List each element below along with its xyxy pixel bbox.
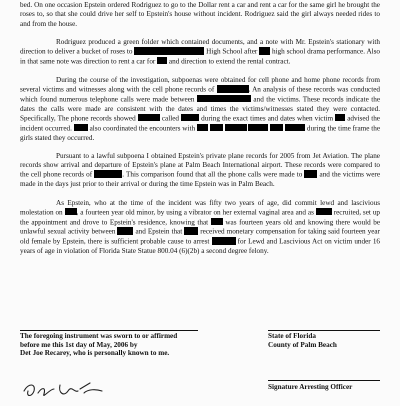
paragraph-1 [20, 0, 380, 29]
redaction-block [212, 237, 236, 245]
redaction-block [335, 114, 345, 122]
county-label: County of Palm Beach [268, 340, 337, 349]
p5-text-a: As Epstein, who at the time of the incident was fifty two years of age, did commit lewd and lascivious molestation on [20, 198, 380, 217]
officer-label: Signature Arresting Officer [268, 383, 353, 391]
redaction-block [117, 227, 133, 235]
p3-text-c: and the victims. These records indicate the dates the calls were made are consistent with the dates and times the victims/witnesses stated they were contacted. Specifically, The phone records showed [20, 95, 381, 123]
oath-line-1: The foregoing instrument was sworn to or affirmed [20, 332, 178, 340]
paragraph-5 [20, 199, 380, 257]
p3-text-f: advised the incident occurred. [20, 114, 380, 133]
state-label: State of Florida [268, 332, 316, 340]
redaction-block [157, 57, 167, 65]
jurisdiction-block [268, 332, 388, 349]
redaction-block [304, 170, 317, 178]
p3-text-a: During the course of the investigation, subpoenas were obtained for cell phone and home phone records from several victims and witnesses along with the cell phone records of [20, 75, 380, 94]
notary-signature [20, 379, 110, 406]
paragraph-3 [20, 76, 380, 143]
redaction-block [181, 114, 199, 122]
p5-text-g: for Lewd and Lascivious Act on victim under 16 years of age in violation of Florida State Statue 800.04 (6)(2b) a second degree felony. [20, 237, 381, 256]
officer-signature-rule [268, 380, 380, 381]
redaction-block [270, 124, 283, 132]
redaction-block [65, 208, 77, 216]
p3-text-g: also coordinated the encounters with [89, 124, 196, 133]
paragraph-4 [20, 152, 380, 190]
oath-line-3: Det Joe Recarey, who is personally known to me. [20, 349, 170, 358]
redaction-block [197, 95, 251, 103]
p3-text-h: during the time frame the girls stated they occurred. [20, 124, 381, 142]
p5-text-d: was fourteen years old and knowing there would be unlawful sexual activity between [20, 218, 381, 236]
redaction-block [316, 208, 332, 216]
redaction-block [94, 170, 122, 178]
p5-text-b: , a fourteen year old minor, by using a vibrator on her external vaginal area and as [76, 208, 314, 217]
p3-text-d: called [161, 114, 179, 123]
paragraph-2 [20, 38, 380, 67]
redaction-block [225, 124, 247, 132]
redaction-block [285, 124, 305, 132]
redaction-block [217, 85, 249, 93]
p2-text-b: High School after [206, 47, 258, 56]
redaction-block [74, 124, 88, 132]
paragraph-1-text: bed. On one occasion Epstein ordered Rodriguez to go to the Dollar rent a car and rent a car for the same girl he brought the roses to, so that she could drive her self to Epstein's house without incident. Rodriguez said the girl always needed rides to and from the house. [20, 1, 380, 28]
p3-text-b: . An analysis of these records was conducted which found numerous telephone calls were made between [20, 85, 381, 104]
p2-text-a: Rodriguez produced a green folder which contained documents, and a note with Mr. Epstein's stationary with direction to deliver a bucket of roses to [20, 37, 380, 56]
oath-line-2: before me this 1st day of May, 2006 by [20, 340, 138, 349]
redaction-block [259, 47, 270, 55]
redaction-block [211, 218, 223, 226]
p2-text-d: and direction to extend the rental contract. [168, 57, 291, 66]
oath-block [20, 332, 210, 358]
p4-text-c: and the victims were made in the days just prior to their arrival or during the time Epstein was in Palm Beach. [20, 170, 381, 189]
jurisdiction-rule [268, 330, 380, 331]
redaction-block [184, 227, 198, 235]
p5-text-c: recruited, set up the appointment and drove to Epstein's residence, knowing that [20, 208, 381, 227]
p5-text-e: and Epstein that [135, 227, 183, 236]
p5-text-f: received monetary compensation for taking said fourteen year old female by Epstein, there is sufficient probable cause to arrest [20, 227, 381, 246]
redaction-block [138, 114, 160, 122]
p4-text-b: . This comparison found that all the phone calls were made to [122, 170, 303, 179]
redaction-block [210, 124, 223, 132]
redaction-block [134, 47, 204, 55]
p3-text-e: during the exact times and dates when victim [201, 114, 334, 123]
handwritten-signature [20, 379, 110, 401]
redaction-block [248, 124, 268, 132]
p4-text-a: Pursuant to a lawful subpoena I obtained Epstein's private plane records for 2005 from Jet Aviation. The plane records show arrival and departure of Epstein's plane at Palm Beach International airport. These records were compared to the cell phone records of [20, 151, 380, 179]
p2-text-c: high school drama performance. Also in that same note was direction to rent a car for [20, 47, 381, 66]
oath-rule [20, 330, 198, 331]
redaction-block [197, 124, 208, 132]
